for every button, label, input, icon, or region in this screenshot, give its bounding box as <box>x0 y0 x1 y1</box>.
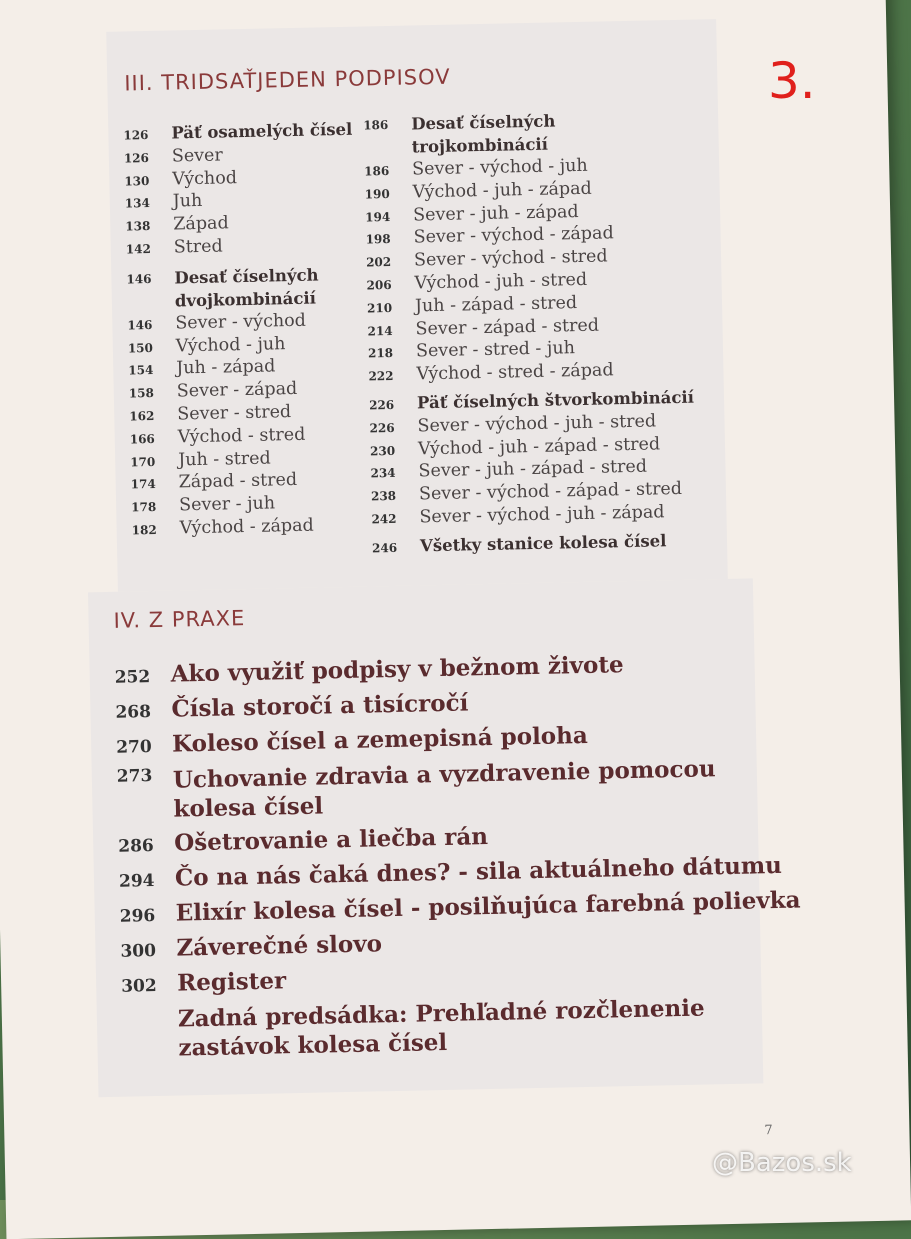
toc-entry-text: Čísla storočí a tisícročí <box>171 689 469 723</box>
toc-heading-text: Desať číselných trojkombinácií <box>411 111 556 157</box>
page-ref: 190 <box>364 186 390 202</box>
page-ref: 226 <box>368 397 395 413</box>
page-ref: 302 <box>121 976 157 997</box>
page-ref: 206 <box>366 277 392 293</box>
toc-entry-text: Sever <box>171 145 224 167</box>
toc-heading-text: Desať číselných dvojkombinácií <box>174 265 319 311</box>
toc-entry-text: Východ - stred - západ <box>416 360 614 385</box>
page-ref: 238 <box>370 489 397 504</box>
watermark: @Bazos.sk <box>712 1148 852 1178</box>
toc-entry-text: Sever - východ - západ <box>413 223 614 248</box>
toc-entry-text: Register <box>176 967 287 997</box>
toc-entry-text: Ako využiť podpisy v bežnom živote <box>170 651 624 688</box>
page-ref: 230 <box>369 443 396 458</box>
toc-entry-text: Sever - stred - juh <box>415 338 576 362</box>
page-ref: 296 <box>119 906 156 927</box>
page-ref: 134 <box>124 196 151 211</box>
page-ref: 194 <box>365 209 391 225</box>
toc-entry-text: Juh - stred <box>177 448 271 470</box>
toc-entry-text: Sever - východ - juh - západ <box>419 502 665 528</box>
toc-entry-text: Sever - juh <box>178 493 276 516</box>
page-ref: 158 <box>128 386 155 401</box>
page-ref: 186 <box>363 117 389 133</box>
section-3-right-column <box>363 107 697 560</box>
toc-entry-text: Východ <box>172 167 238 190</box>
page-ref: 202 <box>365 255 392 270</box>
toc-entry-text: Východ - stred <box>177 424 306 448</box>
toc-entry-text: Západ <box>173 213 229 235</box>
page-ref: 174 <box>130 477 156 492</box>
toc-entry-text: Východ - juh <box>175 333 286 357</box>
toc-entry-text: Sever - západ <box>176 379 298 402</box>
toc-entry-text: Sever - východ - juh - stred <box>417 411 657 437</box>
page-ref: 182 <box>131 522 157 538</box>
toc-row <box>131 515 360 543</box>
corner-label: 3. <box>768 52 816 110</box>
toc-entry-text: Sever - východ - západ - stred <box>418 479 683 505</box>
toc-heading-text: Päť číselných štvorkombinácií <box>416 387 695 413</box>
toc-entry-text: Sever - východ - juh <box>411 155 588 180</box>
page-ref: 222 <box>368 369 394 384</box>
toc-entry-text: Čo na nás čaká dnes? - sila aktuálneho dátumu <box>174 851 783 892</box>
page-ref: 214 <box>367 323 393 339</box>
toc-entry-text: Juh - západ - stred <box>414 292 578 317</box>
page-ref: 186 <box>364 163 390 179</box>
toc-entry-text: Východ - západ <box>179 515 314 539</box>
page-ref: 242 <box>371 511 397 527</box>
page-ref: 268 <box>115 702 152 723</box>
toc-entry-text: Sever - juh - západ - stred <box>418 456 648 482</box>
page-ref: 154 <box>128 363 154 378</box>
toc-heading-text: Päť osamelých čísel <box>171 119 353 143</box>
page-ref: 273 <box>116 766 153 787</box>
toc-entry-text: Sever - západ - stred <box>415 315 600 340</box>
page-ref: 126 <box>123 127 149 143</box>
page-ref: 270 <box>116 737 152 758</box>
page-number: 7 <box>764 1123 773 1139</box>
section-3-left-column <box>123 120 361 542</box>
page-ref <box>122 1005 178 1006</box>
toc-entry-text: Sever - juh - západ <box>412 201 579 226</box>
page-ref: 146 <box>126 271 152 287</box>
page-ref: 294 <box>118 871 155 892</box>
toc-entry-text: Koleso čísel a zemepisná poloha <box>171 721 589 758</box>
page-ref: 162 <box>129 408 155 424</box>
page-ref: 234 <box>370 466 396 481</box>
page-ref: 166 <box>129 431 155 447</box>
section-4-title: IV. Z PRAXE <box>113 606 246 633</box>
toc-entry-text: Ošetrovanie a liečba rán <box>173 823 489 857</box>
toc-entry-text: Juh - západ <box>176 356 276 379</box>
toc-heading-text: Všetky stanice kolesa čísel <box>419 530 667 556</box>
page-ref: 252 <box>114 667 151 688</box>
page-ref: 178 <box>131 500 157 515</box>
toc-entry-text: Východ - juh - západ - stred <box>417 433 661 459</box>
section-4-list <box>114 648 803 1070</box>
toc-heading-row <box>363 107 689 161</box>
page-ref: 126 <box>123 150 150 166</box>
toc-entry-text: Sever - východ <box>175 310 307 334</box>
toc-entry-text: Sever - východ - stred <box>413 246 608 271</box>
toc-heading-row <box>126 262 356 314</box>
page-ref: 246 <box>371 540 398 556</box>
page-ref: 286 <box>118 836 154 857</box>
toc-entry-text: Zadná predsádka: Prehľadné rozčlenenie zastávok kolesa čísel <box>177 994 705 1062</box>
page-ref: 170 <box>130 454 156 469</box>
toc-entry-text: Sever - stred <box>177 402 292 425</box>
page-ref: 142 <box>125 241 151 257</box>
toc-entry-text: Uchovanie zdravia a vyzdravenie pomocou kolesa čísel <box>172 755 716 823</box>
toc-entry-text: Elixír kolesa čísel - posilňujúca farebná polievka <box>175 886 801 927</box>
page-ref: 150 <box>127 340 154 356</box>
page-ref: 210 <box>366 300 393 316</box>
page-ref: 226 <box>369 420 395 436</box>
toc-entry-text: Západ - stred <box>178 470 298 493</box>
toc-entry-text: Stred <box>173 236 223 258</box>
page-ref: 218 <box>367 346 394 361</box>
page-ref: 138 <box>125 219 151 234</box>
toc-entry-text: Východ - juh - stred <box>414 269 588 294</box>
toc-entry-text: Záverečné slovo <box>176 930 383 962</box>
toc-entry-text: Východ - juh - západ <box>412 178 592 203</box>
section-3-title: III. TRIDSAŤJEDEN PODPISOV <box>124 64 451 96</box>
page-ref: 198 <box>365 232 391 247</box>
page-ref: 300 <box>120 941 157 962</box>
page-ref: 130 <box>124 173 150 189</box>
page-ref: 146 <box>127 317 153 333</box>
toc-entry-text: Juh <box>172 191 203 212</box>
